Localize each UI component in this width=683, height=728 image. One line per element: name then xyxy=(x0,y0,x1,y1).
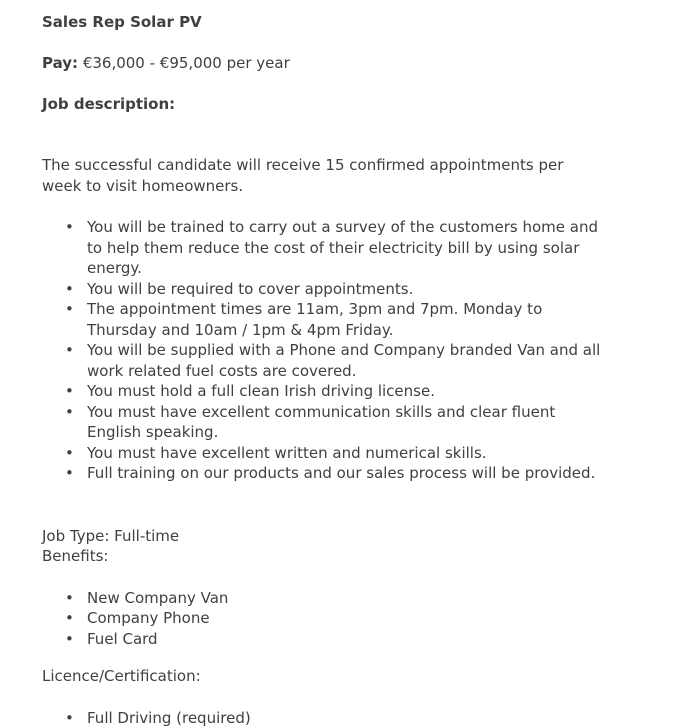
bullet-icon: • xyxy=(65,340,74,361)
benefits-label: Benefits: xyxy=(42,546,602,567)
list-item xyxy=(42,588,602,609)
list-item xyxy=(42,608,602,629)
duty-text: You must have excellent written and numerical skills. xyxy=(87,444,487,462)
bullet-icon: • xyxy=(65,708,74,728)
licence-text: Full Driving (required) xyxy=(87,709,251,727)
bullet-icon: • xyxy=(65,443,74,464)
bullet-icon: • xyxy=(65,217,74,238)
duty-text: Full training on our products and our sales process will be provided. xyxy=(87,464,595,482)
list-item xyxy=(42,629,602,650)
duty-text: You will be supplied with a Phone and Company branded Van and all work related fuel costs are covered. xyxy=(87,341,600,380)
benefits-list xyxy=(42,588,602,650)
job-type: Job Type: Full-time xyxy=(42,526,602,547)
duty-text: You must have excellent communication skills and clear fluent English speaking. xyxy=(87,403,555,442)
bullet-icon: • xyxy=(65,463,74,484)
job-title: Sales Rep Solar PV xyxy=(42,12,602,32)
list-item xyxy=(42,340,602,381)
pay-label: Pay: xyxy=(42,54,78,72)
benefit-text: Company Phone xyxy=(87,609,210,627)
duty-text: You will be trained to carry out a survey of the customers home and to help them reduce the cost of their electricity bill by using solar energy. xyxy=(87,218,598,277)
pay-line xyxy=(42,53,602,74)
job-intro: The successful candidate will receive 15 confirmed appointments per week to visit homeowners. xyxy=(42,155,602,196)
duty-text: You will be required to cover appointments. xyxy=(87,280,413,298)
bullet-icon: • xyxy=(65,299,74,320)
bullet-icon: • xyxy=(65,279,74,300)
licence-list xyxy=(42,708,602,728)
job-posting xyxy=(42,12,602,728)
bullet-icon: • xyxy=(65,381,74,402)
benefit-text: New Company Van xyxy=(87,589,228,607)
duty-text: The appointment times are 11am, 3pm and 7pm. Monday to Thursday and 10am / 1pm & 4pm Friday. xyxy=(87,300,542,339)
list-item xyxy=(42,463,602,484)
licence-label: Licence/Certification: xyxy=(42,666,602,687)
list-item xyxy=(42,279,602,300)
list-item xyxy=(42,708,602,728)
bullet-icon: • xyxy=(65,608,74,629)
bullet-icon: • xyxy=(65,629,74,650)
job-description-heading: Job description: xyxy=(42,94,602,115)
duty-text: You must hold a full clean Irish driving license. xyxy=(87,382,435,400)
bullet-icon: • xyxy=(65,588,74,609)
benefit-text: Fuel Card xyxy=(87,630,158,648)
bullet-icon: • xyxy=(65,402,74,423)
pay-value: €36,000 - €95,000 per year xyxy=(83,54,290,72)
list-item xyxy=(42,299,602,340)
list-item xyxy=(42,402,602,443)
duties-list xyxy=(42,217,602,484)
list-item xyxy=(42,381,602,402)
list-item xyxy=(42,443,602,464)
list-item xyxy=(42,217,602,279)
